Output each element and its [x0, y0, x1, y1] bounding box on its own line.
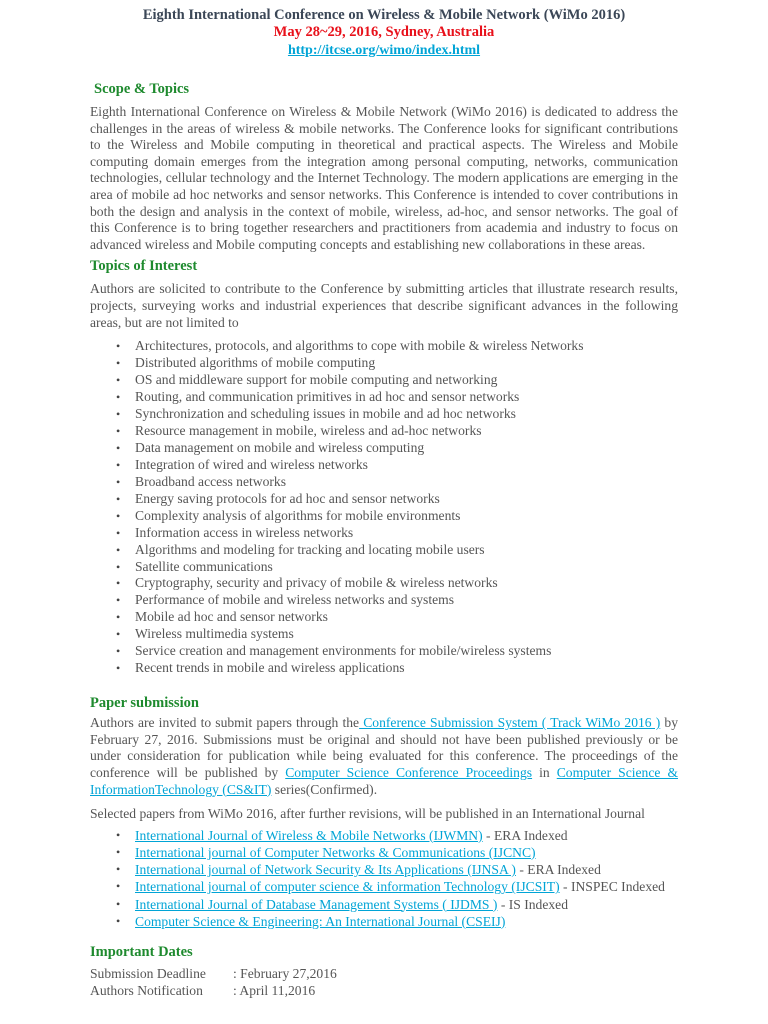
submission-text-1: Authors are invited to submit papers through the: [90, 715, 360, 731]
topic-item: • Satellite communications: [135, 559, 678, 576]
journal-item: [135, 861, 678, 878]
topic-item: • Mobile ad hoc and sensor networks: [135, 609, 678, 626]
date-value: : February 27,2016: [233, 965, 337, 981]
topics-list: [90, 338, 678, 677]
submission-text-3: in: [532, 764, 557, 780]
topic-item: • Cryptography, security and privacy of mobile & wireless networks: [135, 575, 678, 592]
topic-item: • Energy saving protocols for ad hoc and sensor networks: [135, 491, 678, 508]
topics-heading: Topics of Interest: [90, 258, 198, 275]
journal-item: [135, 878, 678, 895]
topic-item: • Architectures, protocols, and algorithms to cope with mobile & wireless Networks: [135, 338, 678, 355]
topic-item: • Broadband access networks: [135, 474, 678, 491]
submission-text-4: series(Confirmed).: [271, 781, 378, 797]
journal-index-status: - INSPEC Indexed: [559, 879, 665, 895]
topic-item: • Recent trends in mobile and wireless applications: [135, 660, 678, 677]
topic-item: • Routing, and communication primitives in ad hoc and sensor networks: [135, 389, 678, 406]
proceedings-link[interactable]: Computer Science Conference Proceedings: [285, 764, 533, 780]
topics-intro: Authors are solicited to contribute to the Conference by submitting articles that illustrate research results, projects, surveying works and industrial experiences that describe significant advances in the following areas, but are not limited to: [90, 281, 678, 330]
journal-index-status: - IS Indexed: [497, 896, 569, 912]
topic-item: • Wireless multimedia systems: [135, 626, 678, 643]
journal-link[interactable]: Computer Science & Engineering: An International Journal (CSEIJ): [135, 913, 506, 929]
date-row: [90, 983, 678, 1000]
topic-item: • Data management on mobile and wireless computing: [135, 440, 678, 457]
paper-submission-paragraph: [90, 715, 678, 798]
topic-item: • Resource management in mobile, wireless and ad-hoc networks: [135, 423, 678, 440]
conference-header: [90, 6, 678, 60]
date-label: Submission Deadline: [90, 965, 206, 981]
journal-link[interactable]: International journal of Network Security & Its Applications (IJNSA ): [135, 862, 516, 878]
submission-text-2: by February 27, 2016. Submissions must be original and should not have been published previously or be under consideration for publication while being evaluated for this conference. The proceedings of the conference will be published by: [90, 715, 678, 780]
date-value: : April 11,2016: [233, 982, 316, 998]
selected-papers-text: Selected papers from WiMo 2016, after further revisions, will be published in an International Journal: [90, 806, 645, 822]
scope-heading: Scope & Topics: [94, 81, 190, 97]
important-dates-heading: Important Dates: [90, 943, 193, 960]
topic-item: • Algorithms and modeling for tracking and locating mobile users: [135, 542, 678, 559]
journal-link[interactable]: International journal of Computer Networks & Communications (IJCNC): [135, 844, 536, 860]
journal-link[interactable]: International journal of computer science & information Technology (IJCSIT): [135, 879, 560, 895]
submission-system-link[interactable]: Conference Submission System ( Track WiMo 2016 ): [359, 715, 661, 731]
journal-link[interactable]: International Journal of Database Management Systems ( IJDMS ): [135, 896, 498, 912]
paper-submission-heading: Paper submission: [90, 695, 199, 712]
conference-title: Eighth International Conference on Wireless & Mobile Network (WiMo 2016): [142, 7, 626, 23]
topic-item: • Distributed algorithms of mobile computing: [135, 355, 678, 372]
date-row: [90, 966, 678, 983]
topic-item: • Information access in wireless networks: [135, 525, 678, 542]
scope-paragraph: Eighth International Conference on Wireless & Mobile Network (WiMo 2016) is dedicated to address the challenges in the areas of wireless & mobile networks. The Conference looks for significant contributions to the Wireless and Mobile computing in theoretical and practical aspects. The Wireless and Mobile computing domain emerges from the integration among personal computing, networks, communication technologies, cellular technology and the Internet Technology. The modern applications are emerging in the area of mobile ad hoc networks and sensor networks. This Conference is intended to cover contributions in both the design and analysis in the context of mobile, wireless, ad-hoc, and sensor networks. The goal of this Conference is to bring together researchers and practitioners from academia and industry to focus on advanced wireless and Mobile computing concepts and establishing new collaborations in these areas.: [90, 104, 678, 252]
csit-link[interactable]: Computer Science & InformationTechnology (CS&IT): [90, 764, 679, 797]
important-dates-table: [90, 966, 678, 999]
journal-index-status: - ERA Indexed: [515, 862, 601, 878]
date-label: Authors Notification: [90, 982, 203, 998]
topic-item: • Complexity analysis of algorithms for mobile environments: [135, 508, 678, 525]
journal-item: [135, 844, 678, 861]
document-page: [90, 6, 678, 999]
journal-link[interactable]: International Journal of Wireless & Mobile Networks (IJWMN): [135, 827, 483, 843]
journals-list: [90, 827, 678, 930]
topic-item: • Performance of mobile and wireless networks and systems: [135, 592, 678, 609]
topic-item: • Synchronization and scheduling issues in mobile and ad hoc networks: [135, 406, 678, 423]
journal-item: [135, 827, 678, 844]
journal-item: [135, 896, 678, 913]
conference-date-location: May 28~29, 2016, Sydney, Australia: [273, 24, 495, 40]
journal-item: [135, 913, 678, 930]
topic-item: • Service creation and management environments for mobile/wireless systems: [135, 643, 678, 660]
topic-item: • OS and middleware support for mobile computing and networking: [135, 372, 678, 389]
conference-url-link[interactable]: http://itcse.org/wimo/index.html: [287, 43, 481, 58]
topic-item: • Integration of wired and wireless networks: [135, 457, 678, 474]
journal-index-status: - ERA Indexed: [482, 827, 568, 843]
